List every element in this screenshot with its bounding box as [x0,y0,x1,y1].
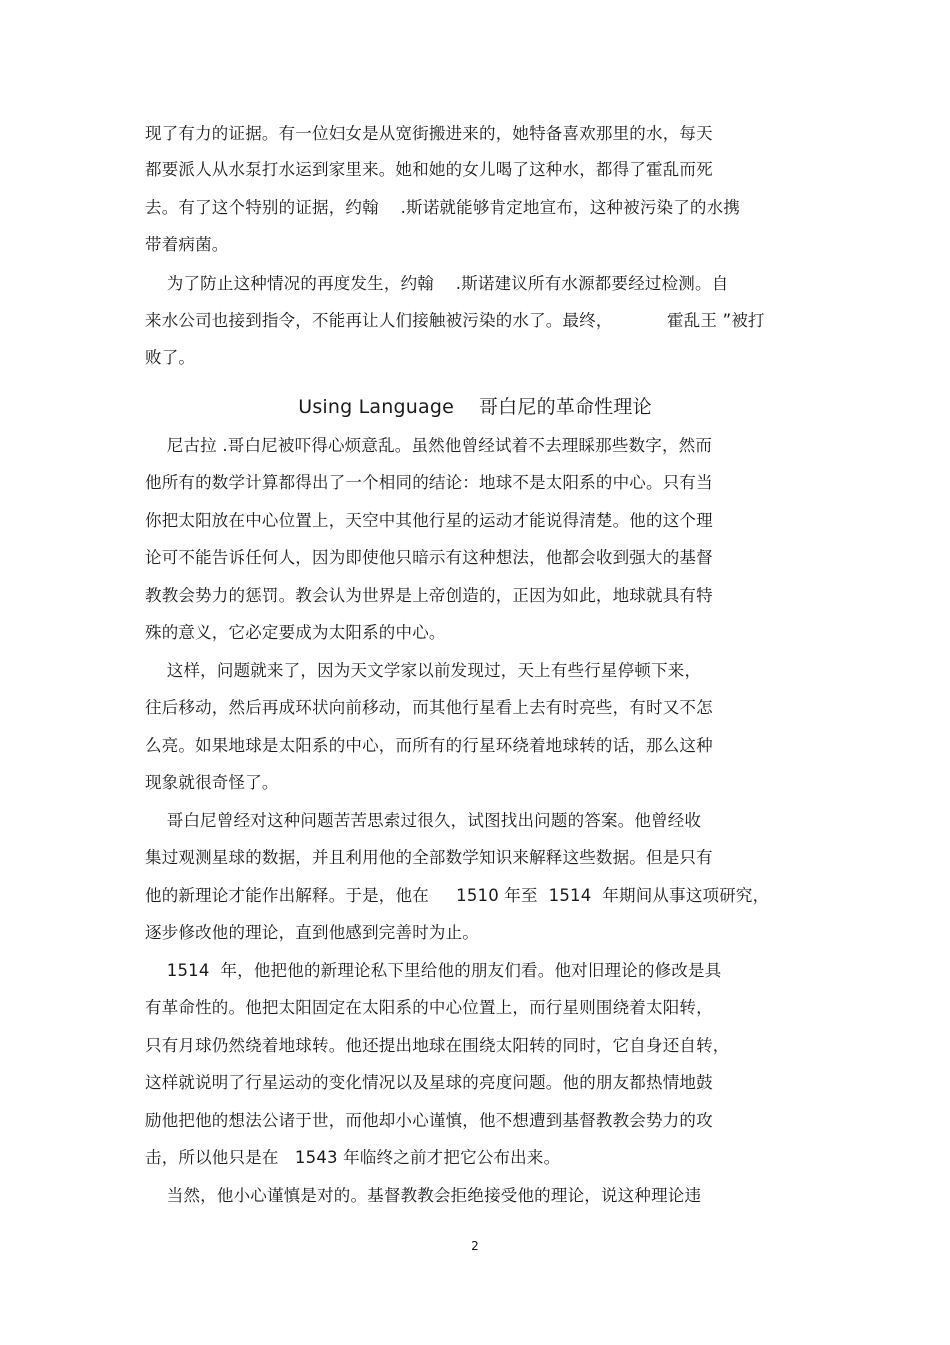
paragraph-line: 都要派人从水泵打水运到家里来。她和她的女儿喝了这种水，都得了霍乱而死 [145,160,713,179]
paragraph-line: 他所有的数学计算都得出了一个相同的结论：地球不是太阳系的中心。只有当 [145,473,713,492]
paragraph-line: 么亮。如果地球是太阳系的中心，而所有的行星环绕着地球转的话，那么这种 [145,736,713,755]
paragraph-line: 尼古拉 .哥白尼被吓得心烦意乱。虽然他曾经试着不去理睬那些数字，然而 [145,436,713,455]
paragraph-line: 去。有了这个特别的证据，约翰 .斯诺就能够肯定地宣布，这种被污染了的水携 [145,198,741,217]
paragraph-line: 只有月球仍然绕着地球转。他还提出地球在围绕太阳转的同时，它自身还自转， [145,1036,730,1055]
page-number: 2 [471,1239,479,1253]
paragraph-line: 败了。 [145,348,196,367]
paragraph-line: 论可不能告诉任何人，因为即使他只暗示有这种想法，他都会收到强大的基督 [145,548,713,567]
paragraph-line: 集过观测星球的数据，并且利用他的全部数学知识来解释这些数据。但是只有 [145,848,713,867]
paragraph-line: 逐步修改他的理论，直到他感到完善时为止。 [145,923,479,942]
paragraph-line: 有革命性的。他把太阳固定在太阳系的中心位置上，而行星则围绕着太阳转， [145,998,713,1017]
paragraph-line: 击，所以他只是在 1543 年临终之前才把它公布出来。 [145,1148,561,1167]
paragraph-line: 这样，问题就来了，因为天文学家以前发现过，天上有些行星停顿下来， [145,661,702,680]
paragraph-line: 哥白尼曾经对这种问题苦苦思索过很久，试图找出问题的答案。他曾经收 [145,811,702,830]
paragraph-line: 教教会势力的惩罚。教会认为世界是上帝创造的，正因为如此，地球就具有特 [145,586,713,605]
paragraph-line: 现了有力的证据。有一位妇女是从宽街搬进来的，她特备喜欢那里的水，每天 [145,124,713,143]
paragraph-line: 1514 年，他把他的新理论私下里给他的朋友们看。他对旧理论的修改是具 [145,961,722,980]
section-title: Using Language 哥白尼的革命性理论 [298,396,652,418]
paragraph-line: 来水公司也接到指令，不能再让人们接触被污染的水了。最终， 霍乱王 ”被打 [145,311,765,330]
paragraph-line: 你把太阳放在中心位置上，天空中其他行星的运动才能说得清楚。他的这个理 [145,511,713,530]
paragraph-line: 往后移动，然后再成环状向前移动，而其他行星看上去有时亮些，有时又不怎 [145,698,713,717]
paragraph-line: 励他把他的想法公诸于世，而他却小心谨慎，他不想遭到基督教教会势力的攻 [145,1111,713,1130]
paragraph-line: 殊的意义，它必定要成为太阳系的中心。 [145,623,446,642]
paragraph-line: 带着病菌。 [145,235,229,254]
paragraph-line: 为了防止这种情况的再度发生，约翰 .斯诺建议所有水源都要经过检测。自 [145,274,729,293]
paragraph-line: 这样就说明了行星运动的变化情况以及星球的亮度问题。他的朋友都热情地鼓 [145,1073,713,1092]
paragraph-line: 他的新理论才能作出解释。于是，他在 1510 年至 1514 年期间从事这项研究， [145,886,770,905]
paragraph-line: 当然，他小心谨慎是对的。基督教教会拒绝接受他的理论，说这种理论违 [145,1186,702,1205]
paragraph-line: 现象就很奇怪了。 [145,773,279,792]
